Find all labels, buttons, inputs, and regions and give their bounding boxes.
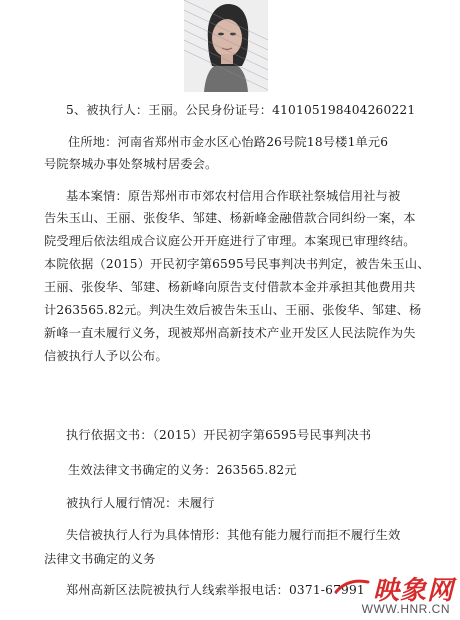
person-heading: 5、被执行人：王丽。公民身份证号：410105198404260221 xyxy=(66,103,416,117)
case-line: 基本案情：原告郑州市市郊农村信用合作联社祭城信用社与被 xyxy=(66,189,401,203)
case-line: 院受理后依法组成合议庭公开开庭进行了审理。本案现已审理终结。 xyxy=(44,234,416,248)
address-line-2: 号院祭城办事处祭城村居委会。 xyxy=(44,157,218,171)
enforcement-basis: 执行依据文书：（2015）开民初字第6595号民事判决书 xyxy=(66,428,372,442)
watermark-url: WWW.HNR.CN xyxy=(361,602,450,616)
person-photo xyxy=(184,0,268,92)
case-line: 王丽、张俊华、邹建、杨新峰向原告支付借款本金并承担其他费用共 xyxy=(44,280,416,294)
case-line: 信被执行人予以公布。 xyxy=(44,349,168,363)
address-line-1: 住所地：河南省郑州市金水区心怡路26号院18号楼1单元6 xyxy=(68,135,389,149)
site-watermark xyxy=(334,570,460,620)
circumstance-line-1: 失信被执行人行为具体情形：其他有能力履行而拒不履行生效 xyxy=(66,528,401,542)
performance-status: 被执行人履行情况：未履行 xyxy=(66,496,215,510)
legal-obligation: 生效法律文书确定的义务：263565.82元 xyxy=(68,463,297,477)
circumstance-line-2: 法律文书确定的义务 xyxy=(44,552,156,566)
case-line: 新峰一直未履行义务，现被郑州高新技术产业开发区人民法院作为失 xyxy=(44,326,416,340)
case-line: 本院依据（2015）开民初字第6595号民事判决书判定，被告朱玉山、 xyxy=(44,257,430,271)
swoosh-icon xyxy=(334,576,370,596)
report-hotline: 郑州高新区法院被执行人线索举报电话：0371-67991 xyxy=(66,583,365,597)
watermark-logo: 映象网 xyxy=(372,576,454,606)
case-line: 告朱玉山、王丽、张俊华、邹建、杨新峰金融借款合同纠纷一案，本 xyxy=(44,211,416,225)
case-line: 计263565.82元。判决生效后被告朱玉山、王丽、张俊华、邹建、杨 xyxy=(44,303,422,317)
